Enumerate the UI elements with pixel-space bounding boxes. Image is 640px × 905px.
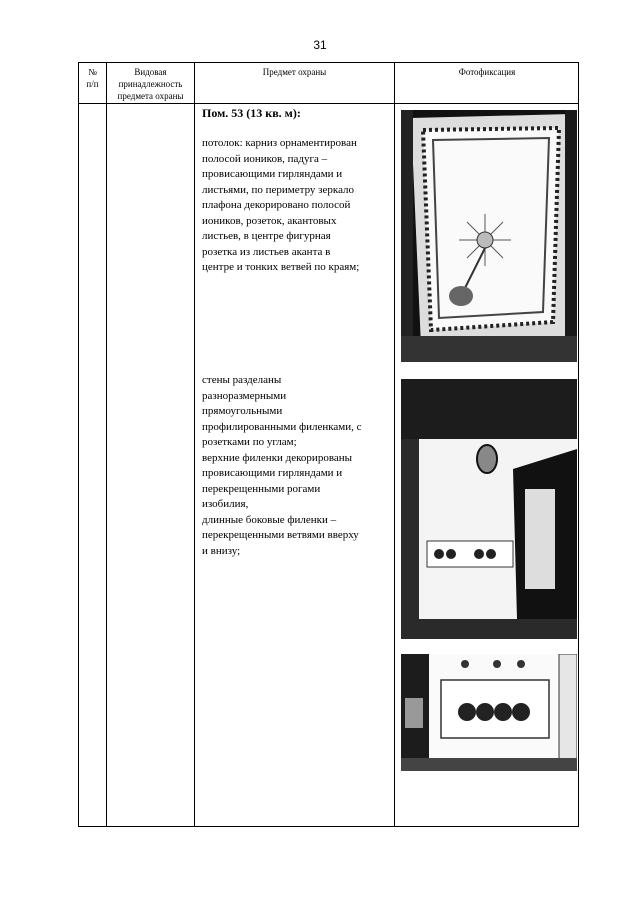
text-line: изобилия, — [202, 498, 249, 510]
text-line — [202, 167, 388, 183]
text-line: потолок: карниз орнаментирован — [202, 137, 357, 149]
page-number: 31 — [313, 38, 327, 52]
header-num — [79, 66, 106, 90]
text-line: прямоугольными — [202, 405, 283, 417]
header-type-line: принадлежность — [118, 79, 183, 89]
text-line: длинные боковые филенки – — [202, 513, 337, 526]
walls-photo-image — [401, 379, 577, 639]
text-line: провисающими гирляндами и — [202, 467, 343, 479]
ceiling-photo-image — [401, 110, 577, 362]
header-photo: Фотофиксация — [458, 67, 516, 77]
text-line: иоников, розеток, акантовых — [202, 214, 337, 227]
header-num-line: № — [88, 67, 97, 77]
header-type — [107, 66, 194, 102]
column-divider — [106, 63, 107, 826]
text-line: верхние филенки декорированы — [202, 451, 353, 464]
text-line: розетками по углам; — [202, 436, 297, 448]
text-line: разноразмерными — [202, 389, 287, 402]
walls-photo — [401, 379, 577, 639]
panel-photo — [401, 654, 577, 771]
header-num-line: п/п — [86, 79, 99, 89]
room-heading: Пом. 53 (13 кв. м): — [202, 106, 301, 120]
header-type-line: Видовая — [134, 67, 167, 77]
text-line: профилированными филенками, с — [202, 420, 362, 433]
text-line: полосой иоников, падуга – — [202, 152, 328, 165]
header-subject: Предмет охраны — [262, 67, 327, 77]
text-line: листьями, по периметру зеркало — [202, 183, 355, 196]
text-line: провисающими гирляндами и — [202, 168, 343, 180]
text-line: розетка из листьев аканта в — [202, 245, 331, 258]
text-line: листьев, в центре фигурная — [202, 230, 331, 242]
text-line: и внизу; — [202, 544, 241, 557]
ceiling-description — [202, 136, 388, 276]
panel-photo-image — [401, 654, 577, 771]
column-divider — [194, 63, 195, 826]
text-line: перекрещенными ветвями вверху — [202, 529, 359, 541]
column-divider — [394, 63, 395, 826]
text-line: плафона декорировано полосой — [202, 199, 351, 211]
header-type-line: предмета охраны — [117, 91, 184, 101]
walls-description — [202, 373, 388, 559]
header-divider — [79, 103, 578, 104]
text-line: стены разделаны — [202, 374, 282, 386]
text-line: перекрещенными рогами — [202, 482, 321, 495]
ceiling-photo — [401, 110, 577, 362]
text-line: центре и тонких ветвей по краям; — [202, 261, 360, 273]
